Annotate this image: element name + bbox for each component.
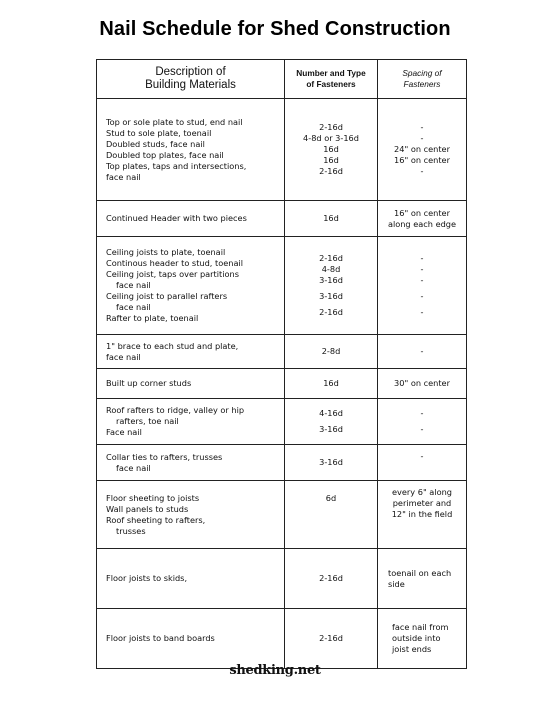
- table-row: [97, 445, 467, 481]
- description-cell: [97, 99, 285, 201]
- fastener-cell: [285, 237, 378, 335]
- site-watermark: shedking.net: [229, 663, 321, 678]
- table-row: [97, 99, 467, 201]
- description-line: Roof rafters to ridge, valley or hip: [106, 405, 245, 415]
- fastener-value: 16d: [323, 378, 339, 388]
- fastener-value: 3-16d: [319, 424, 343, 434]
- fastener-cell: [285, 335, 378, 369]
- spacing-value: -: [420, 264, 424, 274]
- fastener-cell: [285, 99, 378, 201]
- spacing-value: -: [420, 307, 424, 317]
- description-line: Rafter to plate, toenail: [106, 313, 199, 323]
- description-line: face nail: [106, 351, 141, 362]
- spacing-cell: [378, 99, 467, 201]
- fastener-value: 16d: [323, 155, 339, 165]
- column-header-spacing: [378, 60, 467, 99]
- spacing-cell: [378, 481, 467, 549]
- description-cell: [97, 399, 285, 445]
- header-text: of Fasteners: [306, 79, 356, 89]
- description-cell: [97, 201, 285, 237]
- description-line: Roof sheeting to rafters,: [106, 514, 206, 525]
- spacing-cell: [378, 609, 467, 669]
- spacing-value: -: [420, 408, 424, 418]
- description-line: Ceiling joist, taps over partitions: [106, 269, 239, 279]
- description-cell: [97, 335, 285, 369]
- fastener-cell: [285, 201, 378, 237]
- fastener-value: 2-8d: [321, 346, 341, 356]
- spacing-cell: [378, 399, 467, 445]
- table-row: [97, 549, 467, 609]
- description-line: Wall panels to studs: [106, 503, 189, 514]
- description-line: Top or sole plate to stud, end nail: [106, 116, 243, 127]
- spacing-value: perimeter and: [392, 498, 452, 508]
- spacing-value: along each edge: [387, 218, 457, 229]
- description-line: Ceiling joists to plate, toenail: [106, 247, 226, 257]
- description-line: Stud to sole plate, toenail: [106, 127, 212, 138]
- description-line: Floor joists to skids,: [106, 573, 188, 583]
- description-line: rafters, toe nail: [116, 416, 179, 426]
- description-cell: [97, 481, 285, 549]
- fastener-cell: [285, 609, 378, 669]
- spacing-cell: [378, 201, 467, 237]
- fastener-value: 2-16d: [319, 307, 343, 317]
- fastener-value: 4-16d: [319, 408, 343, 418]
- header-text: Spacing of: [402, 68, 442, 78]
- spacing-value: -: [420, 122, 424, 132]
- spacing-value: -: [420, 133, 424, 143]
- table-row: [97, 481, 467, 549]
- description-cell: [97, 237, 285, 335]
- spacing-cell: [378, 335, 467, 369]
- table-row: [97, 399, 467, 445]
- description-line: face nail: [116, 280, 151, 290]
- fastener-value: 6d: [325, 493, 337, 503]
- description-line: Built up corner studs: [106, 378, 192, 388]
- fastener-value: 2-16d: [319, 122, 343, 132]
- spacing-value: 12" in the field: [391, 509, 453, 519]
- description-line: Doubled top plates, face nail: [106, 149, 224, 160]
- spacing-value: 24" on center: [394, 144, 450, 154]
- fastener-value: 2-16d: [319, 166, 343, 176]
- fastener-value: 4-8d or 3-16d: [303, 133, 359, 143]
- fastener-value: 16d: [323, 144, 339, 154]
- spacing-value: outside into: [392, 633, 441, 643]
- description-cell: [97, 609, 285, 669]
- spacing-value: face nail from: [392, 622, 449, 632]
- description-line: Top plates, taps and intersections,: [106, 160, 247, 171]
- table-row: [97, 609, 467, 669]
- fastener-cell: [285, 549, 378, 609]
- fastener-value: 3-16d: [319, 275, 343, 285]
- column-header-fasteners: [285, 60, 378, 99]
- spacing-cell: [378, 369, 467, 399]
- description-line: Collar ties to rafters, trusses: [106, 451, 223, 462]
- spacing-value: -: [420, 451, 424, 461]
- description-line: Doubled studs, face nail: [106, 138, 205, 149]
- spacing-value: -: [420, 166, 424, 176]
- table-row: [97, 237, 467, 335]
- description-line: Continued Header with two pieces: [106, 213, 247, 223]
- description-cell: [97, 549, 285, 609]
- table-row: [97, 335, 467, 369]
- fastener-cell: [285, 369, 378, 399]
- spacing-value: 16" on center: [394, 207, 450, 218]
- spacing-value: toenail on each: [388, 567, 452, 578]
- description-line: Continous header to stud, toenail: [106, 258, 244, 268]
- page-title: Nail Schedule for Shed Construction: [99, 18, 451, 40]
- fastener-value: 3-16d: [319, 291, 343, 301]
- spacing-cell: [378, 445, 467, 481]
- description-line: face nail: [106, 171, 141, 182]
- spacing-value: side: [388, 578, 405, 589]
- fastener-cell: [285, 481, 378, 549]
- spacing-value: -: [420, 346, 424, 356]
- fastener-cell: [285, 445, 378, 481]
- description-line: face nail: [116, 302, 151, 312]
- header-text: Description of: [155, 66, 226, 78]
- fastener-value: 2-16d: [319, 573, 343, 583]
- fastener-cell: [285, 399, 378, 445]
- spacing-value: -: [420, 275, 424, 285]
- header-text: Number and Type: [296, 68, 366, 78]
- fastener-value: 2-16d: [319, 253, 343, 263]
- spacing-value: 30" on center: [394, 378, 450, 388]
- spacing-value: -: [420, 424, 424, 434]
- table-row: [97, 201, 467, 237]
- spacing-value: every 6" along: [392, 487, 452, 497]
- description-cell: [97, 445, 285, 481]
- fastener-value: 16d: [323, 213, 339, 223]
- spacing-cell: [378, 549, 467, 609]
- description-line: Floor joists to band boards: [106, 633, 215, 643]
- table-row: [97, 369, 467, 399]
- spacing-value: 16" on center: [394, 155, 450, 165]
- spacing-value: -: [420, 291, 424, 301]
- fastener-value: 3-16d: [319, 457, 343, 467]
- column-header-description: [97, 60, 285, 99]
- fastener-value: 4-8d: [321, 264, 341, 274]
- description-line: trusses: [116, 525, 146, 536]
- description-line: face nail: [116, 462, 151, 473]
- header-text: Fasteners: [403, 79, 441, 89]
- nail-schedule-table: [96, 59, 467, 669]
- description-line: Face nail: [106, 427, 142, 437]
- spacing-value: -: [420, 253, 424, 263]
- spacing-value: joist ends: [392, 644, 432, 654]
- description-line: 1" brace to each stud and plate,: [106, 340, 239, 351]
- fastener-value: 2-16d: [319, 633, 343, 643]
- table-header-row: [97, 60, 467, 99]
- description-line: Ceiling joist to parallel rafters: [106, 291, 228, 301]
- description-cell: [97, 369, 285, 399]
- description-line: Floor sheeting to joists: [106, 492, 200, 503]
- spacing-cell: [378, 237, 467, 335]
- header-text: Building Materials: [145, 79, 236, 91]
